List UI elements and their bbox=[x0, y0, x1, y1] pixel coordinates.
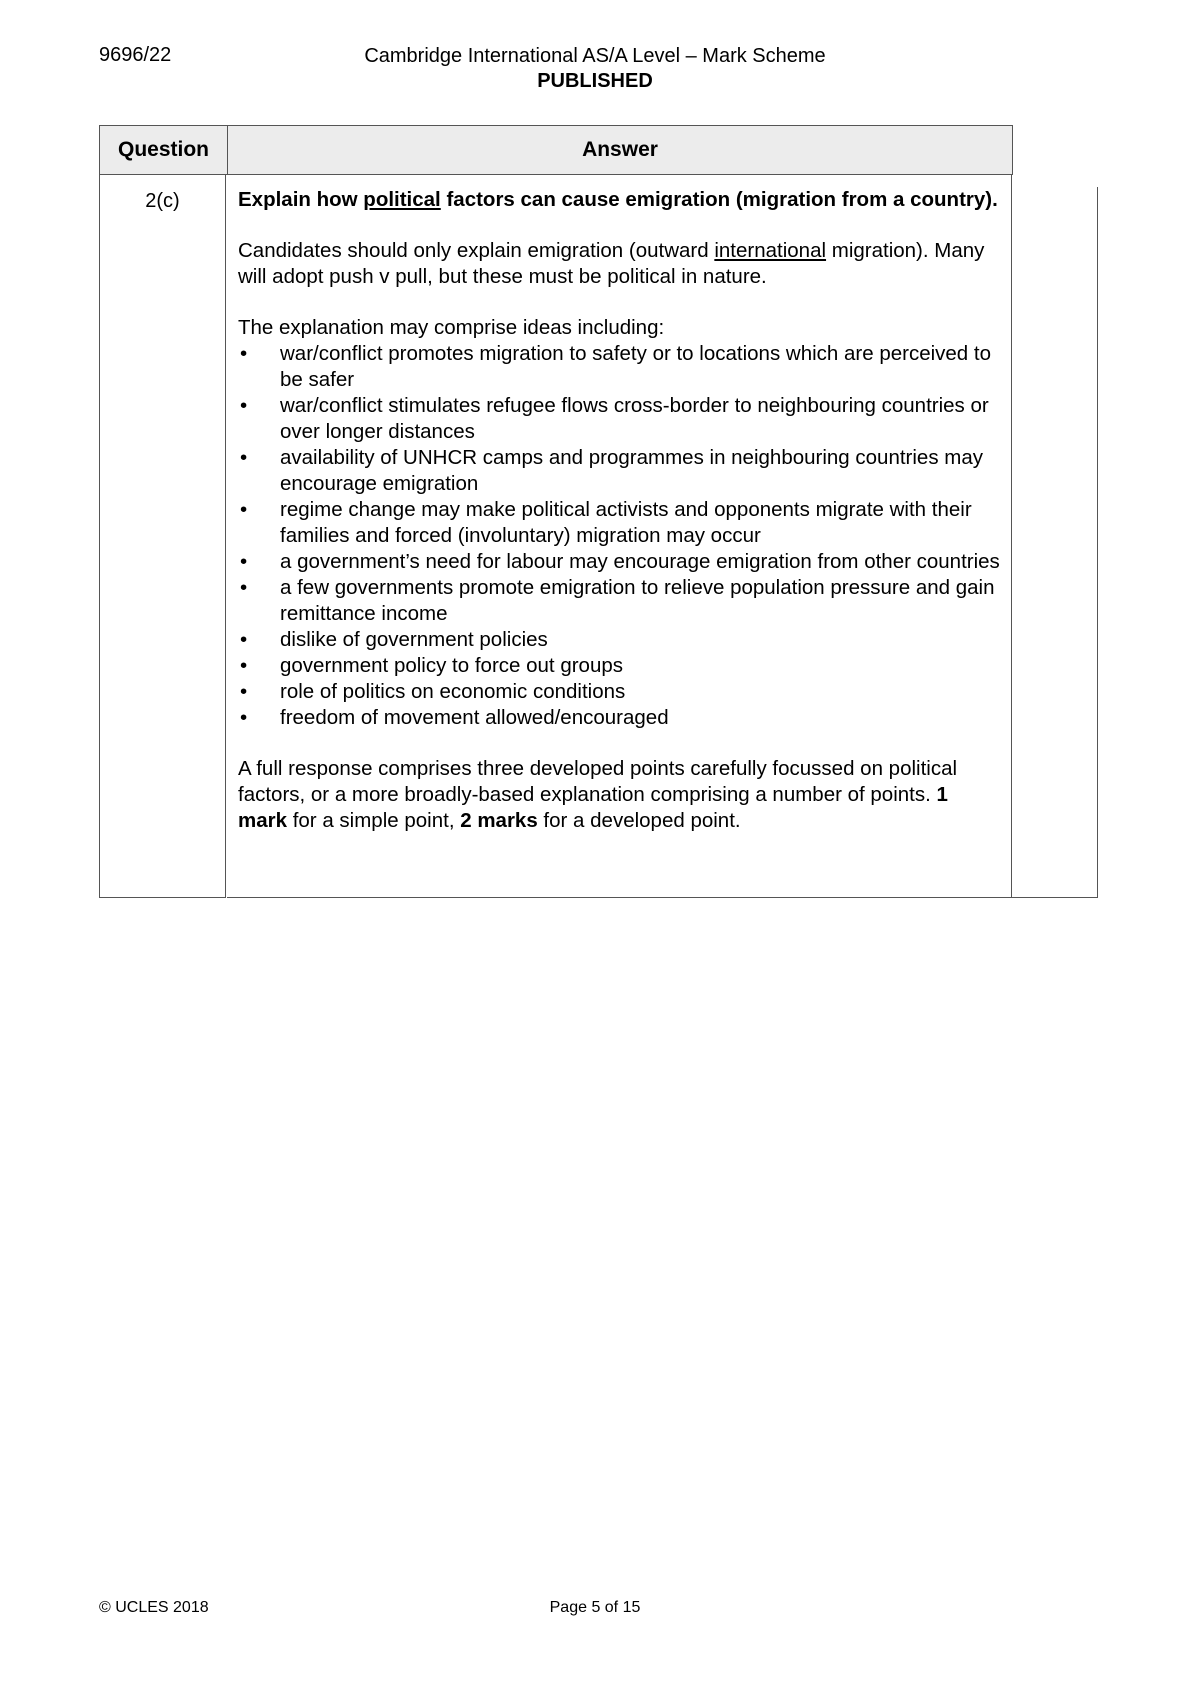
publication-status: PUBLISHED bbox=[537, 70, 653, 92]
question-prompt bbox=[238, 187, 1001, 213]
marking-text-a: A full response comprises three developed points carefully focussed on political factors, or a more broadly-based explanation comprising a number of points. bbox=[238, 757, 958, 806]
list-item: • government policy to force out groups bbox=[238, 653, 1001, 679]
question-id: 2(c) bbox=[99, 175, 226, 898]
guidance-text-end: migration). Many will adopt push v pull, but these must be political in nature. bbox=[238, 239, 985, 288]
marking-text-e: for a developed point. bbox=[537, 809, 741, 832]
copyright: © UCLES 2018 bbox=[99, 1599, 209, 1616]
guidance-paragraph bbox=[238, 238, 1001, 290]
prompt-underlined-word: political bbox=[363, 188, 441, 211]
marking-text-simple-mark: 1 mark bbox=[238, 783, 948, 832]
document-header bbox=[0, 44, 1190, 94]
list-item: • war/conflict promotes migration to safety or to locations which are perceived to be safer bbox=[238, 341, 1001, 393]
ideas-intro: The explanation may comprise ideas including: bbox=[238, 316, 665, 339]
column-header-answer: Answer bbox=[227, 125, 1013, 175]
marking-guidance bbox=[238, 756, 1001, 834]
mark-scheme-table bbox=[99, 125, 1098, 832]
list-item: • dislike of government policies bbox=[238, 627, 1001, 653]
document-code: 9696/22 bbox=[99, 44, 172, 66]
prompt-text-end: factors can cause emigration (migration from a country). bbox=[440, 188, 998, 211]
list-item: • role of politics on economic conditions bbox=[238, 679, 1001, 705]
marking-text-developed-mark: 2 marks bbox=[460, 809, 538, 832]
table-row bbox=[99, 175, 1098, 900]
column-header-question: Question bbox=[99, 125, 228, 175]
list-item: • a government’s need for labour may encourage emigration from other countries bbox=[238, 549, 1001, 575]
list-item: • war/conflict stimulates refugee flows cross-border to neighbouring countries or over longer distances bbox=[238, 393, 1001, 445]
page-number: Page 5 of 15 bbox=[549, 1599, 641, 1616]
document-title: Cambridge International AS/A Level – Mark Scheme bbox=[364, 45, 826, 67]
list-item: • regime change may make political activists and opponents migrate with their families and forced (involuntary) migration may occur bbox=[238, 497, 1001, 549]
list-item: • availability of UNHCR camps and programmes in neighbouring countries may encourage emigration bbox=[238, 445, 1001, 497]
prompt-text-start: Explain how bbox=[238, 188, 364, 211]
table-header bbox=[99, 125, 1098, 175]
marks-cell bbox=[1012, 187, 1098, 898]
ideas-list bbox=[238, 341, 1001, 731]
list-item: • a few governments promote emigration to relieve population pressure and gain remittance income bbox=[238, 575, 1001, 627]
answer-cell bbox=[227, 175, 1012, 898]
guidance-text-start: Candidates should only explain emigration (outward bbox=[238, 239, 715, 262]
guidance-underlined-word: international bbox=[714, 239, 827, 262]
list-item: • freedom of movement allowed/encouraged bbox=[238, 705, 1001, 731]
marking-text-c: for a simple point, bbox=[287, 809, 461, 832]
